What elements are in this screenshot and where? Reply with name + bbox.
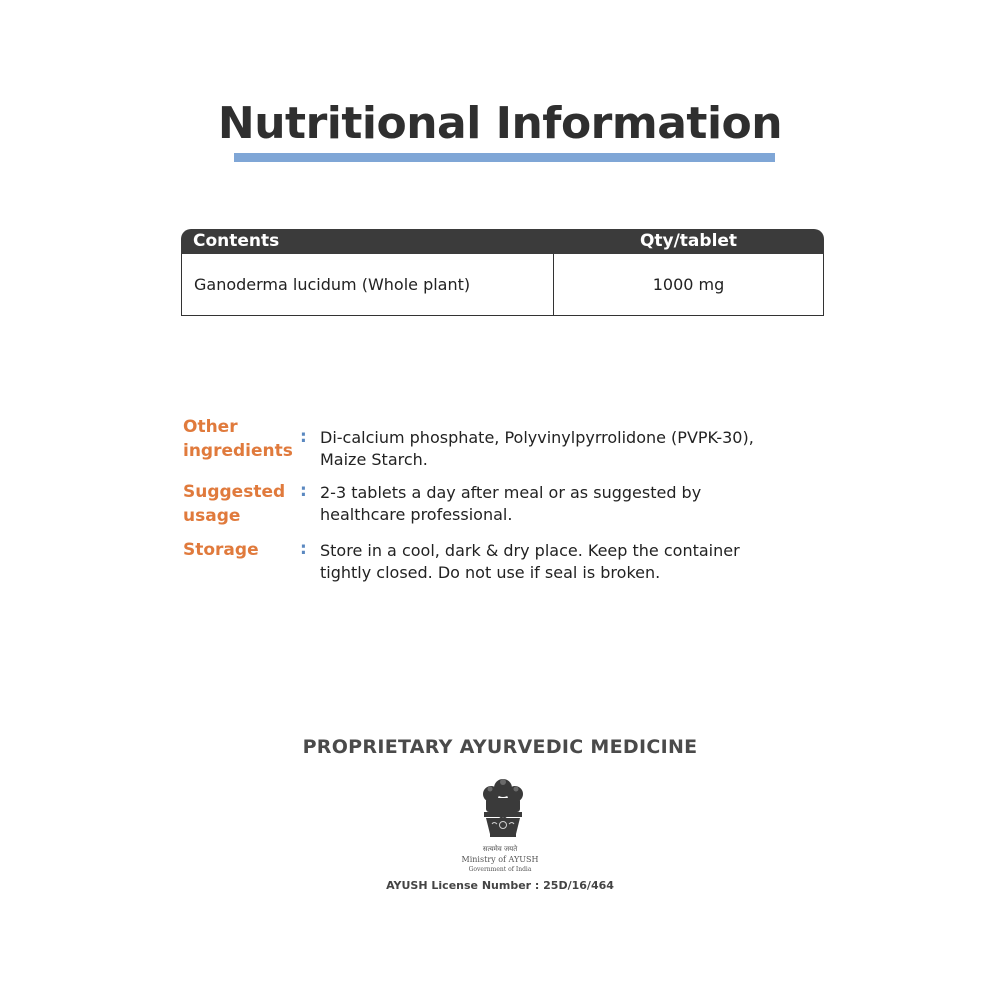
info-colon: : [300,427,307,447]
info-label-line: Other [183,417,238,437]
license-line [0,879,1000,892]
footer-title: PROPRIETARY AYURVEDIC MEDICINE [302,736,698,758]
info-label-line: ingredients [183,441,293,461]
info-label-line: usage [183,506,241,526]
info-value-line: Store in a cool, dark & dry place. Keep the container [320,541,740,560]
info-colon: : [300,539,307,559]
government-caption: Government of India [468,866,532,873]
title-underline [234,153,775,162]
info-label-line: Storage [183,540,259,560]
info-colon: : [300,481,307,501]
license-number: 25D/16/464 [543,879,614,892]
info-value [320,482,830,526]
header-qty: Qty/tablet [639,231,738,251]
info-value-line: tightly closed. Do not use if seal is broken. [320,563,661,582]
info-value [320,427,830,471]
info-label-line: Suggested [183,482,286,502]
info-label [183,480,301,528]
cell-ingredient-name: Ganoderma lucidum (Whole plant) [194,275,471,294]
ministry-caption: Ministry of AYUSH [461,855,539,864]
table-row [181,254,824,316]
info-value-line: 2-3 tablets a day after meal or as suggested by [320,483,702,502]
info-label [183,415,301,463]
cell-ingredient-qty: 1000 mg [652,275,725,294]
info-value [320,540,830,584]
emblem-motto: सत्यमेव जयते [482,845,518,853]
license-label: AYUSH License Number : [386,879,540,892]
nutrition-table [181,229,824,316]
info-value-line: Di-calcium phosphate, Polyvinylpyrrolidone (PVPK-30), [320,428,754,447]
table-header [181,229,824,254]
page-title: Nutritional Information [217,98,783,149]
info-value-line: healthcare professional. [320,505,513,524]
header-contents: Contents [193,231,280,251]
national-emblem-icon [478,774,528,846]
info-label [183,538,301,562]
info-value-line: Maize Starch. [320,450,428,469]
